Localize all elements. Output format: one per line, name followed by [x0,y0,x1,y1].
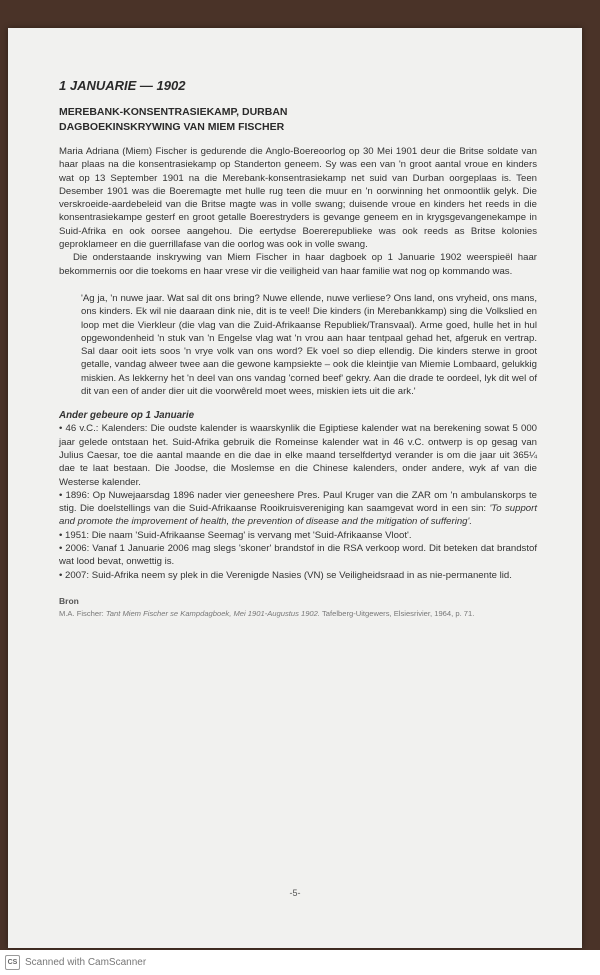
events-list [59,422,537,582]
document-page [8,28,582,948]
event-item [59,489,537,529]
source-citation [59,608,537,619]
event-item: • 46 v.C.: Kalenders: Die oudste kalender is waarskynlik die Egiptiese kalender wat na berekening sowat 5 000 jaar gelede ontstaan het. Suid-Afrika gebruik die Romeinse kalender wat in 46 v.C. ontwerp is op gesag van Julius Caesar, toe die aantal maande en die dae in elke maand terselfdertyd verander is om die jaar uit 365¼ dae te laat bestaan. Die Joodse, die Moslemse en die Chinese kalenders, onder andere, wyk af van die Westerse kalender. [59,423,537,488]
event-item: • 1951: Die naam 'Suid-Afrikaanse Seemag' is vervang met 'Suid-Afrikaanse Vloot'. [59,529,412,541]
event-motto: 'To support and promote the improvement of health, the prevention of disease and the mitigation of suffering'. [59,503,537,528]
source-author: M.A. Fischer: [59,608,106,618]
camscanner-logo-icon: CS [5,955,20,970]
source-title: Tant Miem Fischer se Kampdagboek, Mei 1901-Augustus 1902. [105,608,320,618]
events-heading: Ander gebeure op 1 Januarie [59,410,195,422]
title-line-2: DAGBOEKINSKRYWING VAN MIEM FISCHER [59,121,285,133]
page-number: -5- [289,888,301,898]
source-label: Bron [59,595,79,606]
event-item: • 2006: Vanaf 1 Januarie 2006 mag slegs 'skoner' brandstof in die RSA verkoop word. Dit beteken dat brandstof wat lood bevat, onwettig is. [59,543,537,568]
paragraph-2: Die onderstaande inskrywing van Miem Fischer in haar dagboek op 1 Januarie 1902 weerspieël haar bekommernis oor die toekoms en haar vrese vir die veiligheid van haar familie wat nog op kommando was. [59,252,537,277]
scanner-watermark [0,950,600,975]
event-item: • 2007: Suid-Afrika neem sy plek in die Verenigde Nasies (VN) se Veiligheidsraad in as nie-permanente lid. [59,569,512,581]
paragraph-1: Maria Adriana (Miem) Fischer is gedurende die Anglo-Boereoorlog op 30 Mei 1901 deur die Britse soldate van haar plaas na die konsentrasiekamp op Standerton geneem. Sy was een van 'n groot aantal vroue en kinders wat op 13 September 1901 na die Merebank-konsentrasiekamp net suid van Durban oorgeplaas is. Teen Desember 1901 was die Boeremagte met hulle rug teen die muur en 'n oorwinning het onmoontlik gelyk. Die verskroeide-aardebeleid van die Britse magte was in volle swang; duisende vroue en kinders het reeds in die konsentrasiekampe gesterf en groot getalle Boerestryders is gevange geneem en in krygsgevangenekampe in Suid-Afrika en ook oorsee aangehou. Die eertydse Boererepublieke was ook reeds as Britse kolonies geproklameer en die guerrillafase van die oorlog was ook in volle swang. [59,146,537,251]
entry-title [59,105,537,135]
scanner-text: Scanned with CamScanner [25,957,147,968]
event-text: • 1896: Op Nuwejaarsdag 1896 nader vier geneeshere Pres. Paul Kruger van die ZAR om 'n ambulanskorps te stig. Die doelstellings van die Suid-Afrikaanse Rooikruisvereniging kan saamgevat word in een sin: [59,489,537,515]
date-heading: 1 JANUARIE — 1902 [59,78,186,93]
diary-quote: 'Ag ja, 'n nuwe jaar. Wat sal dit ons bring? Nuwe ellende, nuwe verliese? Ons land, ons vryheid, ons mans, ons kinders. Ek wil nie daaraan dink nie, dit is te veel! Die kinders (in Merebankkamp) sing die Volkslied en loop met die Vierkleur (die vlag van die Zuid-Afrikaanse Republiek/Transvaal). Arme goed, hulle het in hul opgewondenheid 'n stuk van 'n Engelse vlag wat 'n vrou aan haar tentpaal gehad het, afgeruk en vertrap. Sal daar ooit iets soos 'n vrye volk van ons word? Ek voel so diep ellendig. Die kinders sterwe in groot getalle, vandag alweer twee aan die gewone kampsiekte – ook die kleintjie van Miemie Lombaard, gelukkig miskien. As lekkerny het 'n deel van ons vandag 'corned beef' gekry. Aan die drade te oordeel, lyk dit wel of dit van een of ander dier uit die voorwêreld moet wees, miskien iets uit die ark.' [81,292,537,398]
page-content [59,78,537,619]
title-line-1: MEREBANK-KONSENTRASIEKAMP, DURBAN [59,106,288,118]
source-publisher: Tafelberg-Uitgewers, Elsiesrivier, 1964, p. 71. [320,608,475,618]
intro-text [59,145,537,278]
